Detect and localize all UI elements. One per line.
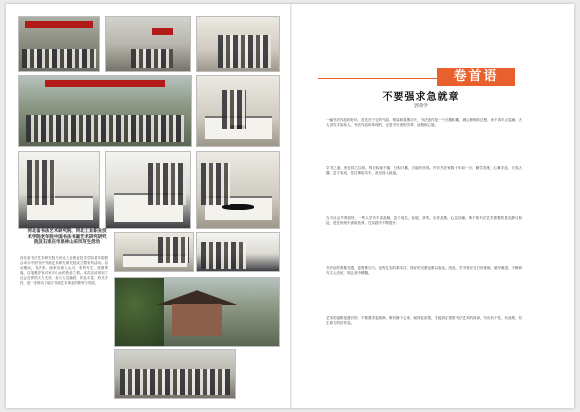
paragraph: 当今社会节奏加快，一些人学书不求甚解，急于成名，参展、获奖、出作品集，心态浮躁。殊不知书法艺术需要的是沉静与积淀，是在传统中汲取营养，在实践中不断提升。	[326, 216, 522, 226]
photo-group-outdoor	[114, 349, 236, 399]
paragraph: 艺术的道路是漫长的，不要强求急就章。唯有静下心来，耐得住寂寞，才能真正领悟书法艺术的真谛，写出有个性、有品格、有生命力的好作品。	[326, 316, 522, 326]
photo-writing-1	[18, 151, 100, 229]
photo-painting-2	[196, 232, 280, 272]
photo-writing-3	[196, 151, 280, 229]
photo-calligraphy-demo	[196, 75, 280, 147]
photo-group-photo	[18, 75, 192, 147]
article-title: 不要强求急就章	[382, 92, 460, 103]
photo-pagoda-visit	[114, 277, 280, 347]
paragraph: 一幅书法作品的好坏，首先在于它的气韵、格局和笔墨功夫，书法创作是一个长期积累、潜心修炼的过程，来不得半点急躁。古人讲究字如其人，书法作品所体现的，正是书写者的学养、品格和心境。	[326, 118, 522, 128]
photo-group-visit	[105, 16, 191, 72]
page-fold	[290, 4, 292, 408]
photo-leaders	[196, 16, 280, 72]
paragraph: 书法创作需要灵感，更需要功力。没有扎实的基本功，再好的灵感也难以表达。因此，学书者应当打好基础，循序渐进，不断研究古人法帖，领会其中精髓。	[326, 266, 522, 276]
article-author: 郭荣学	[414, 104, 428, 109]
magazine-spread	[6, 4, 574, 408]
section-rule	[318, 78, 437, 79]
photo-opening-ceremony	[18, 16, 100, 72]
paragraph: 学书之道，贵在持之以恒。每日临池不辍，日积月累，方能有所得。许多书法家数十年如一日，勤学苦练，心摹手追，方成大器。急于求成，往往事倍功半，甚至误入歧途。	[326, 166, 522, 176]
section-label: 卷首语	[437, 68, 515, 86]
photo-writing-2	[105, 151, 191, 229]
left-body-text: 河北省书法艺术研究院与河北工业职业技术学院老年院联合举办中国书法书画艺术研究研究院成立暨采风活动。活动期间，书法家、画家们深入山川，采风写生，泼墨挥毫，以笔墨抒发对家乡山水的热爱之情。本次活动得到了社会各界的大力支持，参与人员踊跃，作品丰富，形式多样，进一步推动了地方书画艺术事业的繁荣与发展。	[20, 256, 108, 285]
left-caption: 河北省书法艺术研究院、河北工业职业技术学院老年院中国书法书画艺术研究研究院及石家庄市泉林山采风写生活动	[27, 229, 107, 246]
photo-painting-1	[114, 232, 194, 272]
